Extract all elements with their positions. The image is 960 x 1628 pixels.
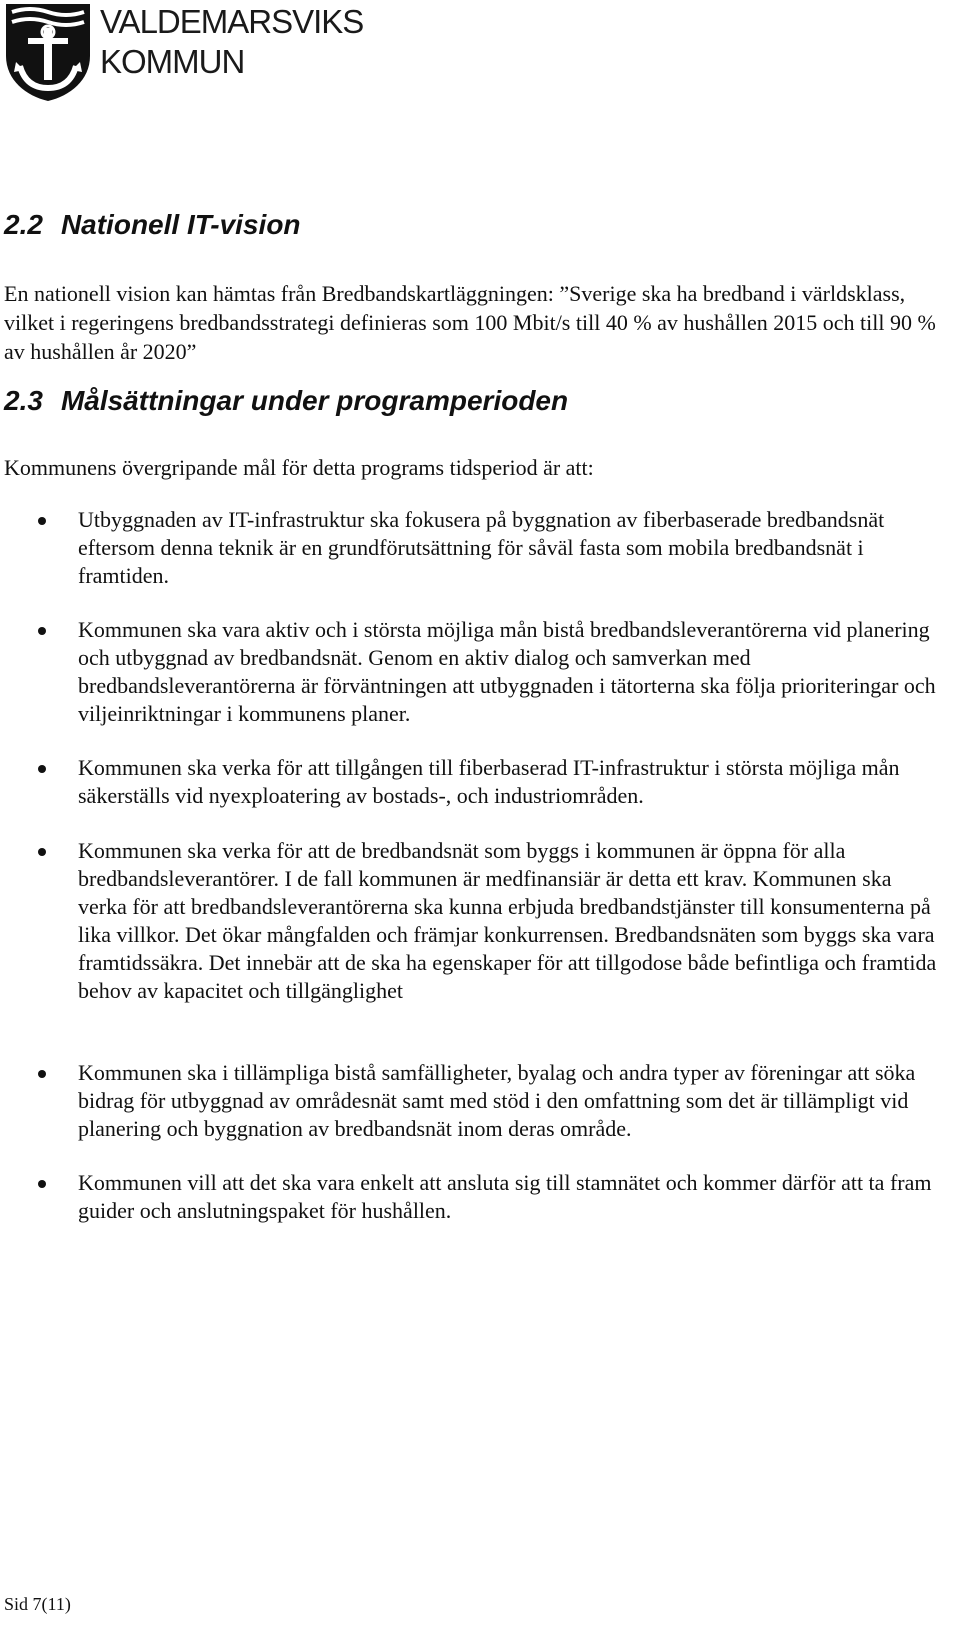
organization-name	[100, 2, 363, 82]
list-item-text: Kommunen ska verka för att tillgången till fiberbaserad IT-infrastruktur i största möjliga mån säkerställs vid nyexploatering av bostads-, och industriområden.	[78, 755, 900, 808]
list-item-text: Utbyggnaden av IT-infrastruktur ska fokusera på byggnation av fiberbaserade bredbandsnät eftersom denna teknik är en grundförutsättning för såväl fasta som mobila bredbandsnät i framtiden.	[78, 507, 885, 588]
section-heading-2-2	[4, 208, 301, 242]
organization-name-line2: KOMMUN	[100, 43, 245, 80]
coat-of-arms-logo	[4, 2, 92, 102]
list-item-text: Kommunen vill att det ska vara enkelt att ansluta sig till stamnätet och kommer därför att ta fram guider och anslutningspaket för hushållen.	[78, 1170, 932, 1223]
bullet-icon	[38, 1070, 46, 1078]
section-title: Nationell IT-vision	[60, 209, 301, 240]
national-vision-paragraph: En nationell vision kan hämtas från Bredbandskartläggningen: ”Sverige ska ha bredband i världsklass, vilket i regeringens bredbandsstrategi definieras som 100 Mbit/s till 40 % av hushållen 2015 och till 90 % av hushållen år 2020”	[4, 281, 936, 364]
bullet-icon	[38, 1180, 46, 1188]
section-number: 2.2	[4, 209, 43, 240]
list-item-text: Kommunen ska i tillämpliga bistå samfälligheter, byalag och andra typer av föreningar att söka bidrag för utbyggnad av områdesnät samt med stöd i den omfattning som det är tillämpligt vid planering och byggnation av bredbandsnät inom deras område.	[78, 1060, 916, 1141]
list-item-text: Kommunen ska verka för att de bredbandsnät som byggs i kommunen är öppna för alla bredbandsleverantörer. I de fall kommunen är medfinansiär är detta ett krav. Kommunen ska verka för att bredbandsleverantörerna ska kunna erbjuda bredbandstjänster till konsumenterna på lika villkor. Det ökar mångfalden och främjar konkurrensen. Bredbandsnäten som byggs ska vara framtidssäkra. Det innebär att de ska ha egenskaper för att tillgodose både befintliga och framtida behov av kapacitet och tillgänglighet	[78, 838, 937, 1003]
section-number: 2.3	[4, 385, 43, 416]
organization-name-line1: VALDEMARSVIKS	[100, 3, 364, 40]
page-number: Sid 7(11)	[4, 1594, 71, 1614]
section-heading-2-3	[4, 384, 568, 418]
section-title: Målsättningar under programperioden	[60, 385, 569, 416]
goals-intro-paragraph: Kommunens övergripande mål för detta programs tidsperiod är att:	[4, 455, 594, 480]
page-header	[4, 2, 424, 102]
list-item-text: Kommunen ska vara aktiv och i största möjliga mån bistå bredbandsleverantörerna vid planering och utbyggnad av bredbandsnät. Genom en aktiv dialog och samverkan med bredbandsleverantörerna är förväntningen att utbyggnaden i tätorterna ska följa prioriteringar och viljeinriktningar i kommunens planer.	[78, 617, 936, 726]
bullet-icon	[38, 517, 46, 525]
bullet-icon	[38, 848, 46, 856]
bullet-icon	[38, 765, 46, 773]
bullet-icon	[38, 627, 46, 635]
